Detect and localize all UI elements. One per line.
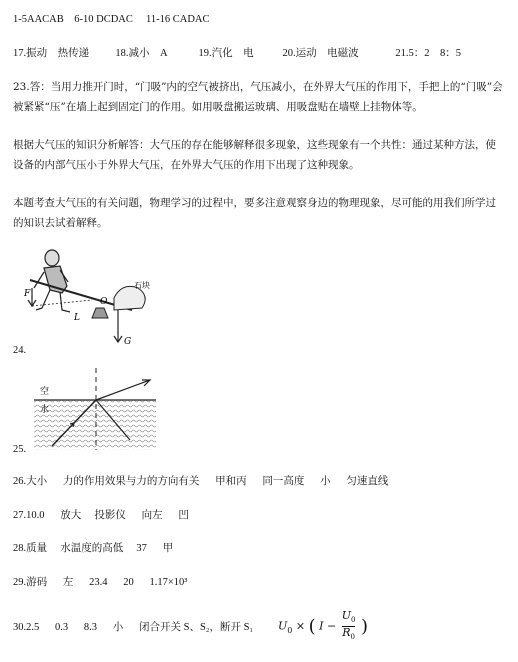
answer-26: 26.大小 力的作用效果与力的方向有关 甲和丙 同一高度 小 匀速直线: [13, 476, 389, 487]
answer-23: 23.答：当用力推开门时，“门吸”内的空气被挤出，气压减小，在外界大气压的作用下，手把上的“门吸”会被紧紧“压”在墙上起到固定门的作用。如用吸盘搬运玻璃、用吸盘贴在墙壁上挂物体等。: [13, 81, 503, 113]
lever-diagram: [22, 248, 182, 348]
analysis-paragraph-2: 本题考查大气压的有关问题，物理学习的过程中，要多注意观察身边的物理现象，尽可能的用我们所学过的知识去试着解释。: [13, 197, 496, 229]
water-region: [34, 400, 156, 450]
label-g: G: [124, 337, 132, 347]
label-o: O: [100, 297, 108, 307]
q25-label: 25.: [13, 444, 27, 455]
refraction-diagram: [30, 368, 160, 452]
answer-29: 29.游码 左 23.4 20 1.17×10³: [13, 577, 188, 588]
answer-30: 30.2.5 0.3 8.3 小 闭合开关 S、S₂，断开 S₁: [13, 622, 254, 633]
refracted-ray: [96, 380, 150, 400]
label-air: 空: [40, 387, 50, 397]
answer-28: 28.质量 水温度的高低 37 甲: [13, 543, 174, 554]
answers-row-1: 1-5AACAB 6-10 DCDAC 11-16 CADAC: [13, 14, 210, 25]
label-f: F: [24, 289, 31, 299]
analysis-paragraph-1: 根据大气压的知识分析解答：大气压的存在能够解释很多现象，这些现象有一个共性：通过某种方法，使设备的内部气压小于外界大气压，在外界大气压的作用下出现了这种现象。: [13, 139, 496, 171]
answer-27: 27.10.0 放大 投影仪 向左 凹: [13, 510, 189, 521]
answers-row-2: 17.振动 热传递 18.减小 A 19.汽化 电 20.运动 电磁波 21.5：2 8：5: [13, 48, 462, 59]
figure-24-lever: [22, 248, 182, 348]
fulcrum-icon: [92, 308, 108, 318]
formula-expression: $U_0$ × ( I − $\frac{U_0}{R_0}$ ): [278, 609, 368, 642]
formula-fraction: $\frac{U_0}{R_0}$: [341, 609, 356, 642]
label-stone: 石块: [134, 281, 150, 290]
figure-25-refraction: [30, 368, 160, 452]
label-l: L: [74, 313, 80, 323]
q24-label: 24.: [13, 345, 27, 356]
label-water: 水: [40, 405, 50, 415]
formula-u: U: [278, 619, 288, 633]
